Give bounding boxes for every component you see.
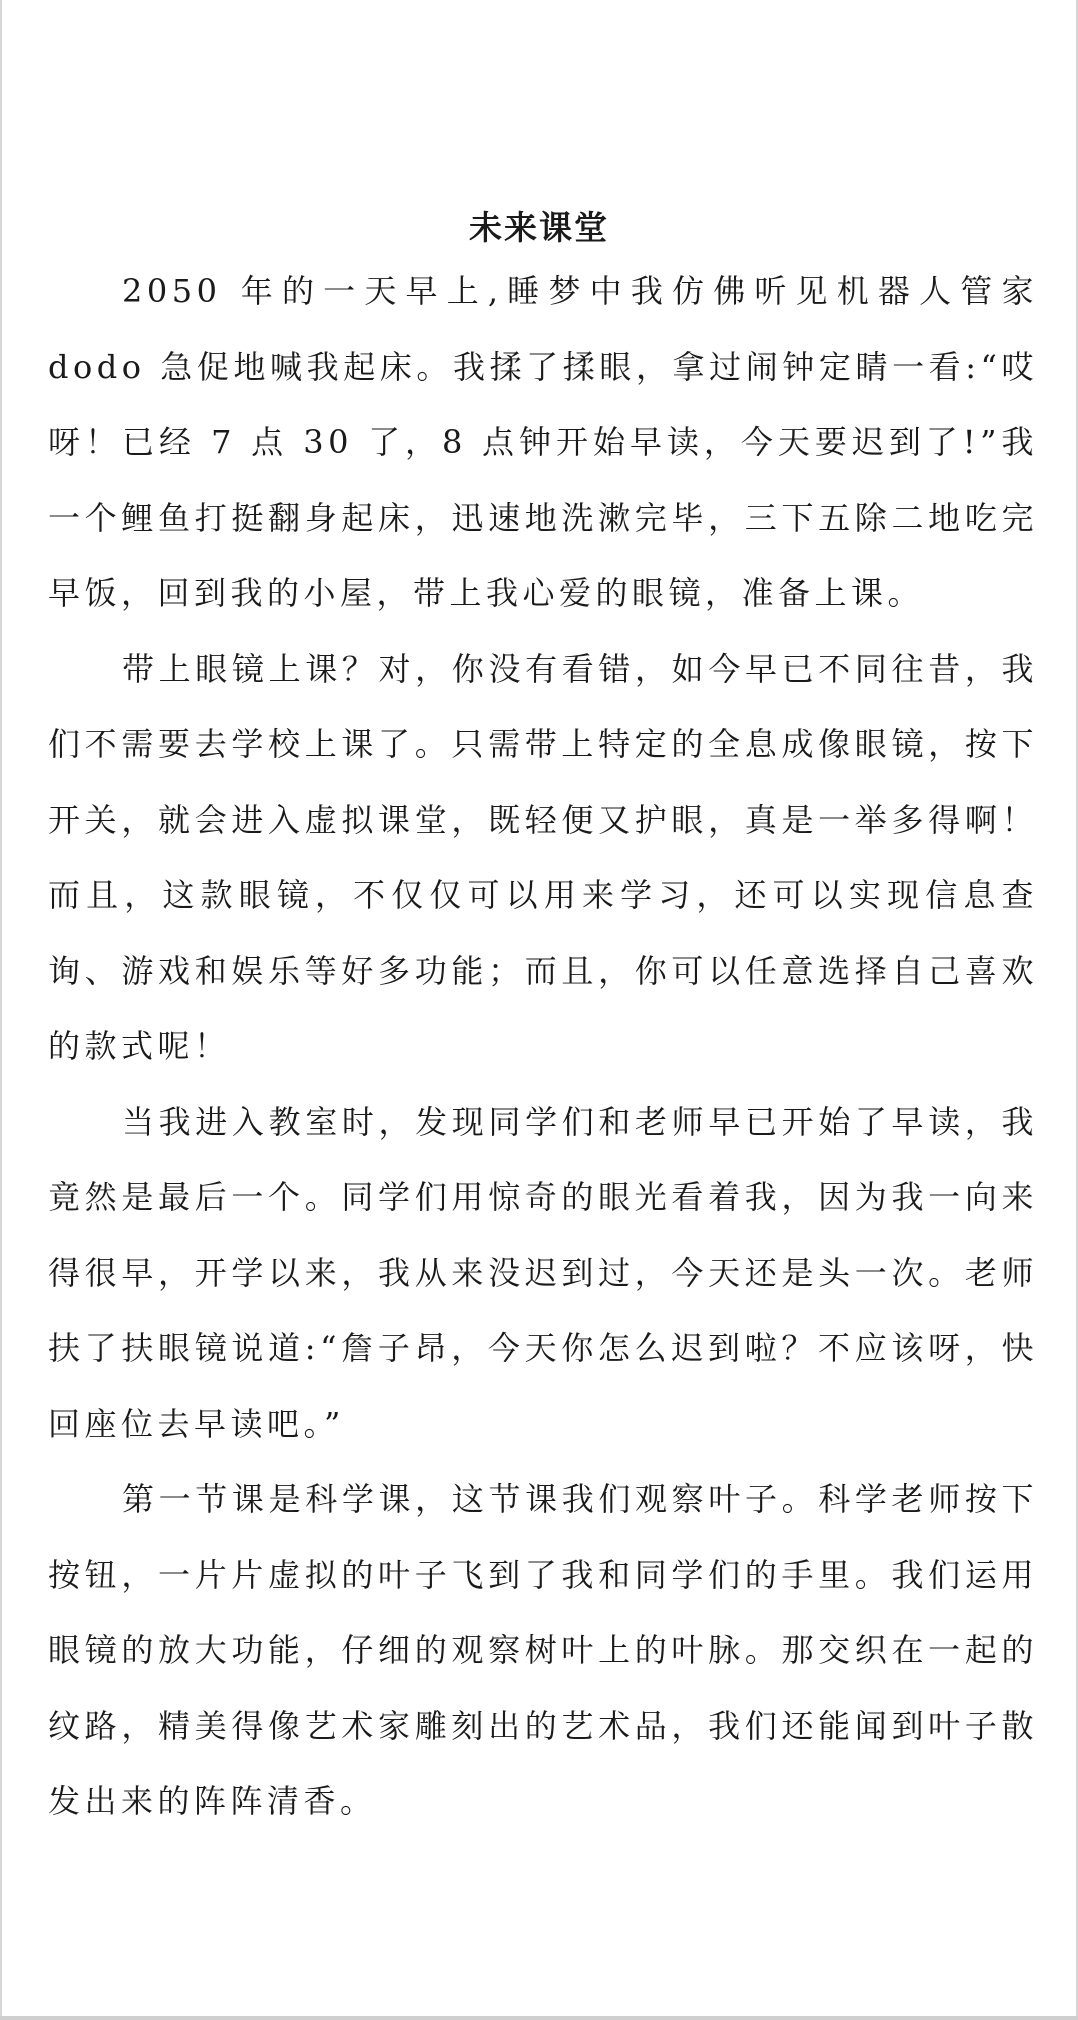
- paragraph-4: 第一节课是科学课，这节课我们观察叶子。科学老师按下按钮，一片片虚拟的叶子飞到了我和同学们的手里。我们运用眼镜的放大功能，仔细的观察树叶上的叶脉。那交织在一起的纹路，精美得像艺术家雕刻出的艺术品，我们还能闻到叶子散发出来的阵阵清香。: [48, 1480, 1038, 1820]
- essay-body: [48, 254, 1038, 1840]
- paragraph-2: 带上眼镜上课？对，你没有看错，如今早已不同往昔，我们不需要去学校上课了。只需带上特定的全息成像眼镜，按下开关，就会进入虚拟课堂，既轻便又护眼，真是一举多得啊！而且，这款眼镜，不仅仅可以用来学习，还可以实现信息查询、游戏和娱乐等好多功能；而且，你可以任意选择自己喜欢的款式呢！: [48, 649, 1038, 1065]
- paragraph-3: 当我进入教室时，发现同学们和老师早已开始了早读，我竟然是最后一个。同学们用惊奇的眼光看着我，因为我一向来得很早，开学以来，我从来没迟到过，今天还是头一次。老师扶了扶眼镜说道:“詹子昂，今天你怎么迟到啦？不应该呀，快回座位去早读吧。”: [48, 1102, 1038, 1443]
- essay-title: 未来课堂: [469, 208, 609, 248]
- page-left-border: [0, 0, 2, 2020]
- paragraph-1: 2050 年的一天早上,睡梦中我仿佛听见机器人管家 dodo 急促地喊我起床。我揉了揉眼，拿过闹钟定睛一看:“哎呀！已经 7 点 30 了，8 点钟开始早读，今天要迟到了!”我一个鲤鱼打挺翻身起床，迅速地洗漱完毕，三下五除二地吃完早饭，回到我的小屋，带上我心爱的眼镜，准备上课。: [48, 272, 1038, 612]
- page-bottom-border: [0, 2016, 1078, 2020]
